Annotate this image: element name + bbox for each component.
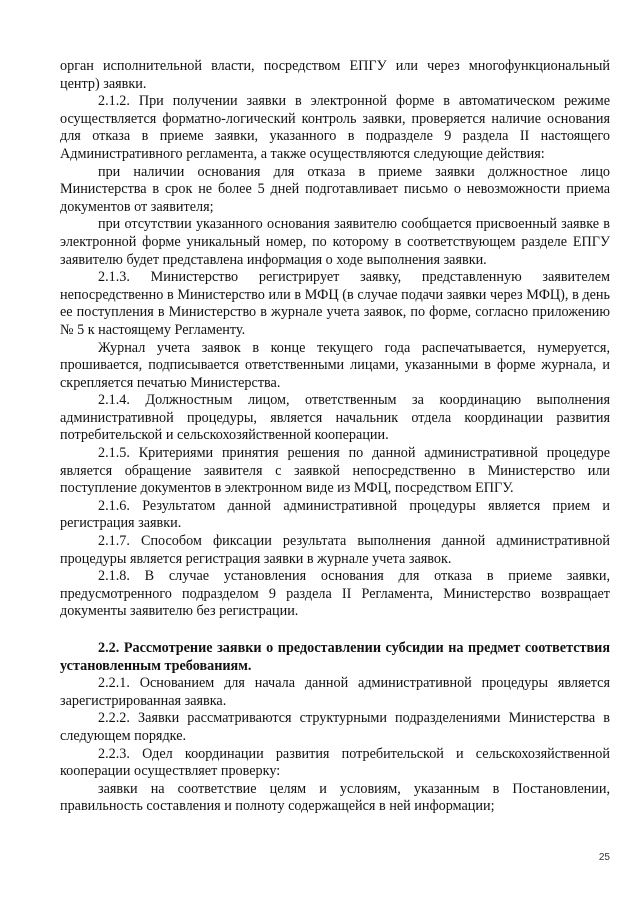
paragraph-check-item: заявки на соответствие целям и условиям, указанным в Постановлении, правильность составления и полноту содержащейся в ней информации; [60, 780, 610, 815]
paragraph-2-2-1: 2.2.1. Основанием для начала данной административной процедуры является зарегистрированная заявка. [60, 675, 610, 709]
page-number: 25 [598, 852, 610, 863]
paragraph-2-1-3: 2.1.3. Министерство регистрирует заявку, представленную заявителем непосредственно в Министерство или в МФЦ (в случае подачи заявки через МФЦ), в день ее поступления в Министерство в журнале учета заявок, по форме, согласно приложению № 5 к настоящему Регламенту. [60, 269, 610, 338]
paragraph-2-1-7: 2.1.7. Способом фиксации результата выполнения данной административной процедуры является регистрация заявки в журнале учета заявок. [60, 533, 610, 567]
paragraph-2-1-6: 2.1.6. Результатом данной административной процедуры является прием и регистрация заявки. [60, 497, 610, 532]
paragraph-continuation: орган исполнительной власти, посредством ЕПГУ или через многофункциональный центр) заявки. [60, 58, 610, 92]
section-heading-2-2: 2.2. Рассмотрение заявки о предоставлении субсидии на предмет соответствия установленным требованиям. [60, 640, 610, 674]
paragraph-2-1-5: 2.1.5. Критериями принятия решения по данной административной процедуре является обращение заявителя с заявкой непосредственно в Министерство или поступление документов в электронном виде из МФЦ, посредством ЕПГУ. [60, 445, 610, 497]
paragraph-2-2-2: 2.2.2. Заявки рассматриваются структурными подразделениями Министерства в следующем порядке. [60, 710, 610, 744]
paragraph-journal: Журнал учета заявок в конце текущего года распечатывается, нумеруется, прошивается, подписывается ответственными лицами, указанными в форме журнала, и скрепляется печатью Министерства. [60, 339, 610, 391]
paragraph-2-1-2: 2.1.2. При получении заявки в электронной форме в автоматическом режиме осуществляется форматно-логический контроль заявки, проверяется наличие основания для отказа в приеме заявки, указанного в подразделе 9 раздела II настоящего Административного регламента, а также осуществляются следующие действия: [60, 93, 610, 162]
paragraph-2-1-8: 2.1.8. В случае установления основания для отказа в приеме заявки, предусмотренного подразделом 9 раздела II Регламента, Министерство возвращает документы заявителю без регистрации. [60, 568, 610, 620]
paragraph-refusal-grounds: при наличии основания для отказа в приеме заявки должностное лицо Министерства в срок не более 5 дней подготавливает письмо о невозможности приема документов от заявителя; [60, 163, 610, 215]
paragraph-2-2-3: 2.2.3. Одел координации развития потребительской и сельскохозяйственной кооперации осуществляет проверку: [60, 745, 610, 780]
paragraph-no-grounds: при отсутствии указанного основания заявителю сообщается присвоенный заявке в электронной форме уникальный номер, по которому в соответствующем разделе ЕПГУ заявителю будет представлена информация о ходе выполнения заявки. [60, 216, 610, 268]
paragraph-2-1-4: 2.1.4. Должностным лицом, ответственным за координацию выполнения административной процедуры, является начальник отдела координации развития потребительской и сельскохозяйственной кооперации. [60, 392, 610, 444]
document-body [60, 58, 610, 816]
